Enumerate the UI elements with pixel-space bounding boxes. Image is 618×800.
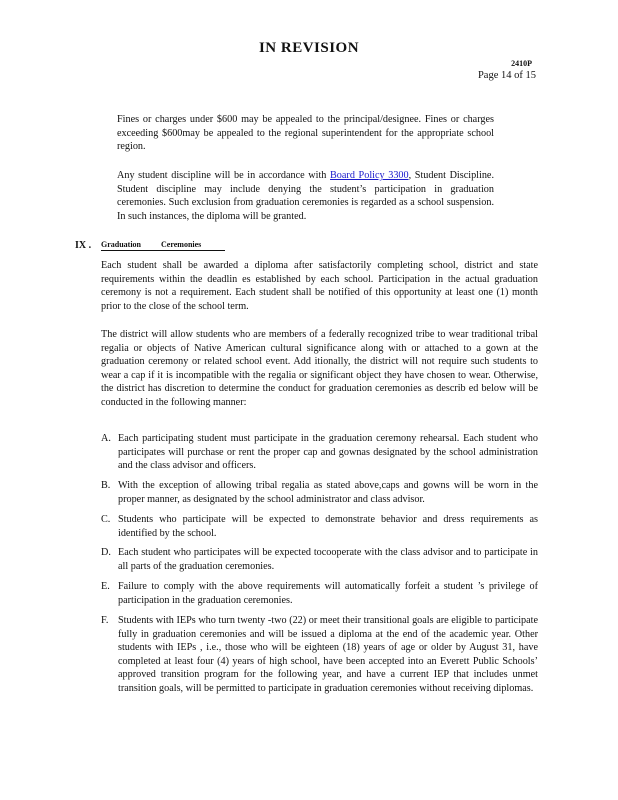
section-paragraph-regalia: The district will allow students who are members of a federally recognized tribe to wear traditional tribal regalia or objects of Native American cultural significance along with or attached to a gown at the graduation ceremony or related school event. Add itionally, the district will not require such students to wear a cap if it is incompatible with the regalia or significant object they have chosen to wear. Otherwise, the district has discretion to determine the conduct for graduation ceremonies as describ ed below will be conducted in the following manner: bbox=[101, 329, 538, 408]
page-number: Page 14 of 15 bbox=[477, 70, 536, 81]
fines-paragraph: Fines or charges under $600 may be appealed to the principal/designee. Fines or charges exceeding $600may be appealed to the regional superintendent for the appropriate school region. bbox=[117, 114, 494, 152]
list-item-text: Each participating student must participate in the graduation ceremony rehearsal. Each student who participates will purchase or rent the proper cap and gownas designated by the school administration and the class advisor and officers. bbox=[118, 433, 538, 471]
section-number: IX . bbox=[75, 240, 92, 251]
list-item-b bbox=[101, 479, 538, 506]
list-item-f bbox=[101, 614, 538, 695]
list-item-c bbox=[101, 513, 538, 540]
board-policy-link[interactable]: Board Policy 3300 bbox=[330, 170, 409, 181]
list-item-text: Students with IEPs who turn twenty -two (22) or meet their transitional goals are eligible to participate fully in graduation ceremonies and will be issued a diploma at the end of the academic year. Other students with IEPs , i.e., those who will be eighteen (18) years of age or older by August 31, have completed at least four (4) years of high school, have been accepted into an Everett Public Schools’ approved transition program for the following year, and have a current IEP that includes unmet transition goals, will be permitted to participate in graduation ceremonies without receiving diplomas. bbox=[118, 615, 538, 694]
list-item-e bbox=[101, 580, 538, 607]
document-title: IN REVISION bbox=[258, 40, 360, 56]
list-item-letter: F. bbox=[101, 615, 109, 626]
list-item-letter: A. bbox=[101, 433, 111, 444]
list-item-letter: E. bbox=[101, 581, 110, 592]
list-item-text: Failure to comply with the above requirements will automatically forfeit a student ’s privilege of participation in the graduation ceremonies. bbox=[118, 581, 538, 606]
list-item-letter: D. bbox=[101, 547, 111, 558]
list-item-d bbox=[101, 546, 538, 573]
list-item-text: With the exception of allowing tribal regalia as stated above,caps and gowns will be worn in the proper manner, as designated by the school administrator and class advisor. bbox=[118, 480, 538, 505]
list-item-letter: C. bbox=[101, 514, 111, 525]
discipline-paragraph bbox=[117, 169, 494, 223]
discipline-text-end: , Student Discipline. Student discipline may include denying the student’s participation in graduation ceremonies. Such exclusion from graduation ceremonies is regarded as a school suspension. In such instances, the diploma will be granted. bbox=[117, 170, 494, 222]
list-item-text: Each student who participates will be expected tocooperate with the class advisor and to participate in all parts of the graduation ceremonies. bbox=[118, 547, 538, 572]
section-paragraph-awarding: Each student shall be awarded a diploma after satisfactorily completing school, district and state requirements within the deadlin es established by each school. Participation in the actual graduation ceremony is not a requirement. Each student shall be notified of this opportunity at least one (1) month prior to the close of the school term. bbox=[101, 260, 538, 312]
section-title: Graduation Ceremonies bbox=[101, 240, 225, 251]
list-item-letter: B. bbox=[101, 480, 111, 491]
policy-number: 2410P bbox=[511, 59, 532, 68]
list-item-text: Students who participate will be expected to demonstrate behavior and dress requirements as identified by the school. bbox=[118, 514, 538, 539]
list-item-a bbox=[101, 432, 538, 473]
discipline-text-start: Any student discipline will be in accordance with bbox=[117, 170, 331, 181]
